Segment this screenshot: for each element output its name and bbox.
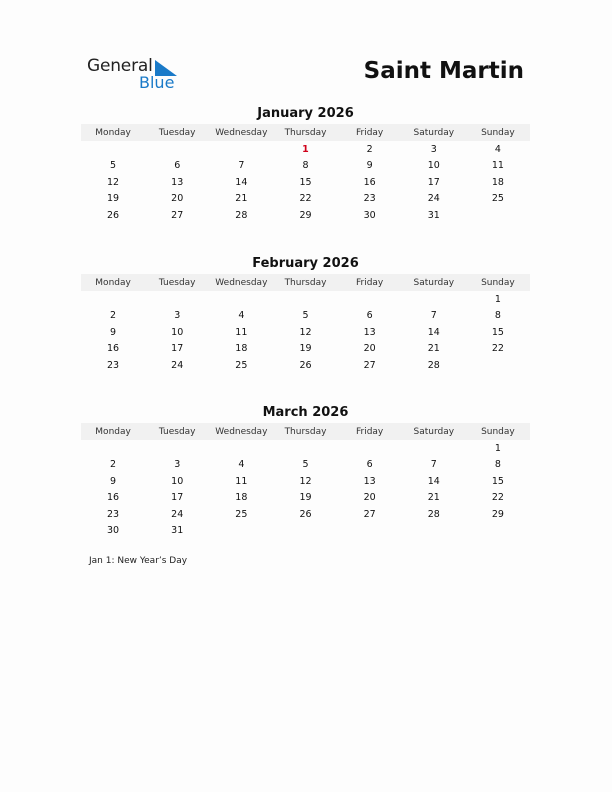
day-cell: 5 <box>302 310 309 322</box>
day-cell: 27 <box>363 508 376 520</box>
day-cell: 16 <box>107 492 120 504</box>
weekday-label: Tuesday <box>158 127 196 138</box>
weekday-header-row <box>81 274 530 291</box>
weekday-label: Monday <box>95 127 131 138</box>
month-february <box>81 256 530 374</box>
day-cell: 14 <box>427 326 440 338</box>
day-cell: 14 <box>235 176 248 188</box>
day-cell: 20 <box>171 193 184 205</box>
day-cell: 22 <box>299 193 312 205</box>
day-cell: 24 <box>171 508 184 520</box>
day-cell: 15 <box>299 176 312 188</box>
day-cell: 6 <box>366 310 373 322</box>
month-january <box>81 106 530 224</box>
week-row <box>81 341 530 358</box>
day-cell: 21 <box>235 193 248 205</box>
week-row <box>81 440 530 457</box>
day-cell: 23 <box>107 508 120 520</box>
day-cell: 21 <box>427 343 440 355</box>
day-cell: 21 <box>427 492 440 504</box>
day-cell: 8 <box>494 459 501 471</box>
month-title: February 2026 <box>252 256 359 271</box>
month-title: January 2026 <box>257 106 354 121</box>
day-cell: 16 <box>107 343 120 355</box>
week-row <box>81 207 530 224</box>
day-cell: 23 <box>107 359 120 371</box>
day-cell: 20 <box>363 492 376 504</box>
weekday-label: Wednesday <box>215 277 268 288</box>
weekday-label: Saturday <box>413 277 455 288</box>
day-cell: 30 <box>107 525 120 537</box>
day-cell: 1 <box>302 143 309 155</box>
day-cell: 12 <box>299 326 312 338</box>
day-cell: 13 <box>171 176 184 188</box>
day-cell: 31 <box>171 525 184 537</box>
day-cell: 2 <box>110 310 117 322</box>
day-cell: 18 <box>235 492 248 504</box>
day-cell: 7 <box>430 310 437 322</box>
day-cell: 22 <box>491 343 504 355</box>
day-cell: 3 <box>174 459 181 471</box>
weekday-label: Wednesday <box>215 426 268 437</box>
weekday-label: Friday <box>355 127 384 138</box>
day-cell: 12 <box>107 176 120 188</box>
day-cell: 17 <box>171 343 184 355</box>
weekday-label: Thursday <box>284 127 327 138</box>
week-row <box>81 308 530 325</box>
day-cell: 4 <box>238 459 245 471</box>
day-cell: 29 <box>491 508 504 520</box>
month-march <box>81 405 530 539</box>
day-cell: 17 <box>427 176 440 188</box>
day-cell: 7 <box>430 459 437 471</box>
day-cell: 9 <box>110 475 117 487</box>
day-cell: 25 <box>491 193 504 205</box>
weekday-label: Wednesday <box>215 127 268 138</box>
day-cell: 19 <box>299 343 312 355</box>
day-cell: 12 <box>299 475 312 487</box>
day-cell: 13 <box>363 475 376 487</box>
day-cell: 28 <box>427 359 440 371</box>
day-cell: 11 <box>235 326 248 338</box>
logo-general-text: General <box>87 56 153 76</box>
day-cell: 10 <box>171 326 184 338</box>
week-row <box>81 457 530 474</box>
day-cell: 23 <box>363 193 376 205</box>
day-cell: 25 <box>235 508 248 520</box>
weekday-label: Sunday <box>481 426 515 437</box>
week-row <box>81 506 530 523</box>
day-cell: 2 <box>110 459 117 471</box>
weekday-label: Monday <box>95 277 131 288</box>
day-cell: 31 <box>427 209 440 221</box>
week-row <box>81 141 530 158</box>
week-row <box>81 473 530 490</box>
weekday-label: Friday <box>355 426 384 437</box>
day-cell: 2 <box>366 143 373 155</box>
day-cell: 15 <box>491 475 504 487</box>
day-cell: 24 <box>171 359 184 371</box>
week-row <box>81 357 530 374</box>
day-cell: 5 <box>110 160 117 172</box>
day-cell: 11 <box>491 160 504 172</box>
day-cell: 13 <box>363 326 376 338</box>
country-title: Saint Martin <box>363 58 524 84</box>
week-row <box>81 324 530 341</box>
day-cell: 28 <box>235 209 248 221</box>
weekday-label: Thursday <box>284 277 327 288</box>
day-cell: 16 <box>363 176 376 188</box>
day-cell: 1 <box>494 442 501 454</box>
day-cell: 7 <box>238 160 245 172</box>
week-row <box>81 174 530 191</box>
day-cell: 5 <box>302 459 309 471</box>
day-cell: 11 <box>235 475 248 487</box>
day-cell: 6 <box>366 459 373 471</box>
day-cell: 14 <box>427 475 440 487</box>
week-row <box>81 490 530 507</box>
day-cell: 9 <box>110 326 117 338</box>
week-row <box>81 191 530 208</box>
day-cell: 3 <box>430 143 437 155</box>
day-cell: 27 <box>171 209 184 221</box>
day-cell: 4 <box>494 143 501 155</box>
day-cell: 10 <box>427 160 440 172</box>
weekday-label: Monday <box>95 426 131 437</box>
weekday-label: Tuesday <box>158 426 196 437</box>
day-cell: 25 <box>235 359 248 371</box>
day-cell: 8 <box>302 160 309 172</box>
weekday-label: Saturday <box>413 127 455 138</box>
day-cell: 22 <box>491 492 504 504</box>
day-cell: 9 <box>366 160 373 172</box>
weekday-label: Saturday <box>413 426 455 437</box>
day-cell: 19 <box>299 492 312 504</box>
month-title: March 2026 <box>262 405 349 420</box>
day-cell: 10 <box>171 475 184 487</box>
day-cell: 4 <box>238 310 245 322</box>
day-cell: 19 <box>107 193 120 205</box>
week-row <box>81 291 530 308</box>
weekday-label: Sunday <box>481 127 515 138</box>
day-cell: 24 <box>427 193 440 205</box>
weekday-label: Sunday <box>481 277 515 288</box>
weekday-header-row <box>81 124 530 141</box>
day-cell: 3 <box>174 310 181 322</box>
generalblue-logo <box>87 56 187 92</box>
day-cell: 28 <box>427 508 440 520</box>
weekday-label: Friday <box>355 277 384 288</box>
week-row <box>81 158 530 175</box>
day-cell: 1 <box>494 293 501 305</box>
day-cell: 18 <box>235 343 248 355</box>
holiday-note: Jan 1: New Year’s Day <box>89 556 188 566</box>
day-cell: 6 <box>174 160 181 172</box>
weekday-header-row <box>81 423 530 440</box>
logo-blue-text: Blue <box>139 73 175 92</box>
day-cell: 29 <box>299 209 312 221</box>
day-cell: 8 <box>494 310 501 322</box>
day-cell: 26 <box>299 508 312 520</box>
week-row <box>81 523 530 540</box>
day-cell: 20 <box>363 343 376 355</box>
day-cell: 26 <box>299 359 312 371</box>
day-cell: 15 <box>491 326 504 338</box>
day-cell: 30 <box>363 209 376 221</box>
weekday-label: Tuesday <box>158 277 196 288</box>
day-cell: 18 <box>491 176 504 188</box>
weekday-label: Thursday <box>284 426 327 437</box>
day-cell: 17 <box>171 492 184 504</box>
day-cell: 27 <box>363 359 376 371</box>
day-cell: 26 <box>107 209 120 221</box>
